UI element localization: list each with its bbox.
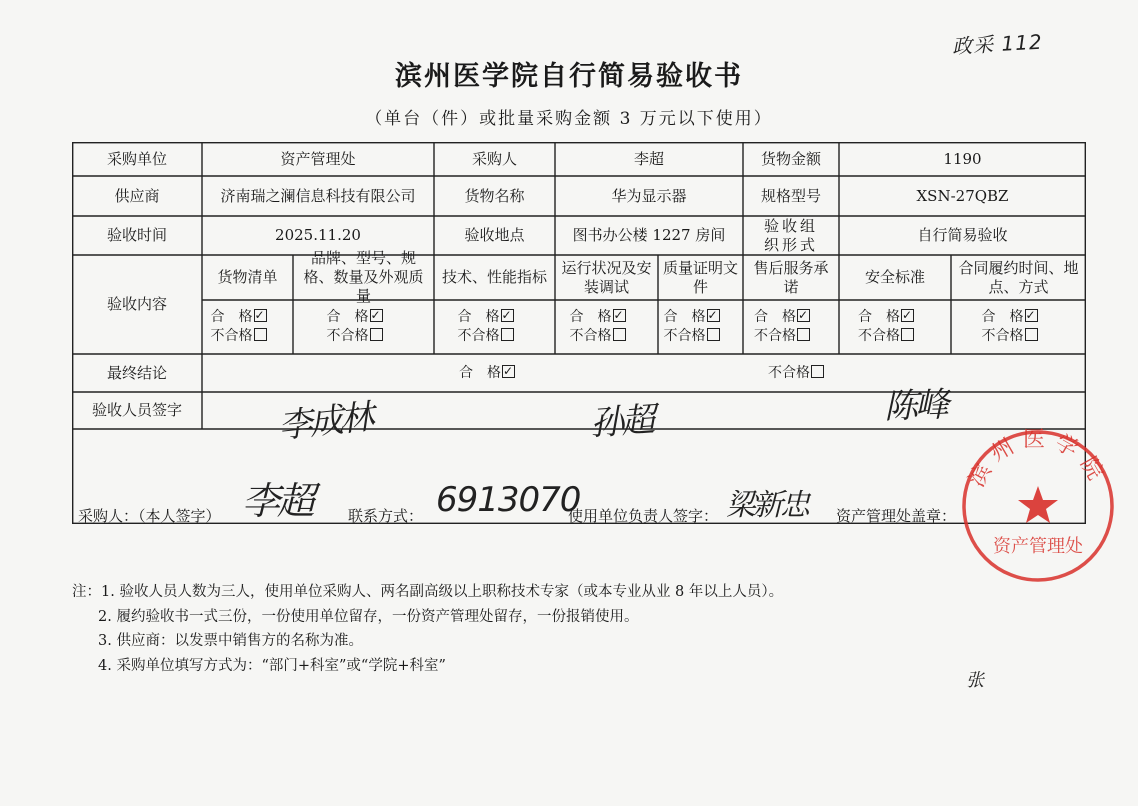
content-item-pass[interactable] — [982, 308, 1038, 326]
content-item-pass[interactable] — [211, 308, 267, 326]
content-item-label: 运行状况及安装调试 — [561, 258, 652, 296]
content-item-fail-checkbox[interactable] — [707, 328, 720, 341]
content-item-pass-label: 合 格 — [754, 309, 796, 325]
final-fail-label: 不合格 — [768, 365, 810, 381]
document-subtitle: （单台（件）或批量采购金额 3 万元以下使用） — [365, 109, 773, 129]
content-item-label: 质量证明文件 — [662, 258, 738, 296]
label-amount: 货物金额 — [760, 149, 821, 168]
label-purchase-unit: 采购单位 — [106, 149, 167, 168]
footer-contact-label: 联系方式： — [348, 507, 424, 525]
content-item-pass-checkbox[interactable] — [1025, 309, 1038, 322]
value-org-form: 自行简易验收 — [917, 226, 1008, 244]
content-item-pass-checkbox[interactable] — [370, 309, 383, 322]
official-seal — [960, 428, 1116, 584]
value-purchase-unit: 资产管理处 — [280, 149, 356, 168]
label-org-form: 验收组织形式 — [763, 216, 818, 254]
notes-block — [72, 580, 783, 678]
final-pass[interactable] — [459, 364, 515, 382]
note-2: 2. 履约验收书一式三份，一份使用单位留存，一份资产管理处留存，一份报销使用。 — [98, 608, 639, 625]
note-3: 3. 供应商：以发票中销售方的名称为准。 — [98, 633, 363, 649]
label-purchaser: 采购人 — [471, 149, 517, 168]
content-item-pass-label: 合 格 — [210, 309, 253, 325]
document-title: 滨州医学院自行简易验收书 — [395, 61, 743, 92]
seal-bottom-text: 资产管理处 — [993, 536, 1083, 557]
content-item-fail[interactable] — [458, 327, 514, 345]
content-item-fail-label: 不合格 — [569, 328, 612, 344]
value-accept-time: 2025.11.20 — [275, 226, 361, 244]
content-item-fail[interactable] — [754, 327, 810, 345]
content-item-pass[interactable] — [570, 308, 626, 326]
content-item-label: 技术、性能指标 — [441, 268, 547, 286]
content-item-fail-label: 不合格 — [981, 328, 1024, 344]
content-item-pass-checkbox[interactable] — [254, 309, 267, 322]
content-item-pass-label: 合 格 — [569, 309, 612, 325]
seal-top-text: 滨州医学院 — [964, 428, 1112, 492]
content-item-pass-checkbox[interactable] — [797, 309, 810, 322]
content-item-fail[interactable] — [664, 327, 720, 345]
value-purchaser: 李超 — [633, 149, 664, 168]
content-item-pass-checkbox[interactable] — [707, 309, 720, 322]
content-item-fail[interactable] — [982, 327, 1038, 345]
content-item-pass-label: 合 格 — [663, 309, 706, 325]
content-item-fail-checkbox[interactable] — [254, 328, 267, 341]
handwritten-file-number: 政采 112 — [951, 29, 1044, 59]
acceptance-table — [72, 142, 1086, 524]
footer-purchaser-label: 采购人：（本人签字） — [78, 507, 221, 525]
content-item-pass-label: 合 格 — [326, 309, 369, 325]
value-goods-name: 华为显示器 — [611, 186, 687, 205]
content-item-fail-label: 不合格 — [858, 328, 900, 344]
note-1: 注：1. 验收人员人数为三人，使用单位采购人、两名副高级以上职称技术专家（或本专业从业 8 年以上人员）。 — [72, 584, 784, 600]
final-pass-checkbox[interactable] — [502, 365, 515, 378]
label-accept-time: 验收时间 — [106, 226, 167, 244]
signature-signer-2: 孙超 — [588, 399, 654, 445]
value-amount: 1190 — [943, 149, 982, 168]
content-item-pass-checkbox[interactable] — [501, 309, 514, 322]
content-item-label: 安全标准 — [864, 268, 925, 286]
value-spec: XSN-27QBZ — [916, 186, 1009, 205]
content-item-pass[interactable] — [327, 308, 383, 326]
content-item-pass-label: 合 格 — [858, 309, 900, 325]
label-accept-place: 验收地点 — [464, 226, 525, 244]
note-4: 4. 采购单位填写方式为：“部门+科室”或“学院+科室” — [98, 657, 446, 674]
content-item-pass-label: 合 格 — [457, 309, 500, 325]
content-item-label: 售后服务承诺 — [753, 258, 829, 296]
content-item-pass-checkbox[interactable] — [613, 309, 626, 322]
seal-star-icon — [1018, 486, 1058, 523]
content-item-fail[interactable] — [570, 327, 626, 345]
label-supplier: 供应商 — [114, 186, 160, 205]
content-item-fail-label: 不合格 — [663, 328, 706, 344]
content-item-fail[interactable] — [858, 327, 914, 345]
content-item-fail-label: 不合格 — [457, 328, 500, 344]
signature-signer-1: 李成林 — [276, 397, 374, 447]
value-accept-place: 图书办公楼 1227 房间 — [572, 226, 726, 244]
content-item-fail-checkbox[interactable] — [501, 328, 514, 341]
label-signers: 验收人员签字 — [91, 401, 182, 419]
label-final: 最终结论 — [106, 363, 167, 382]
content-item-pass-checkbox[interactable] — [901, 309, 914, 322]
content-item-fail[interactable] — [211, 327, 267, 345]
footer-unit-head-signature: 梁新忠 — [726, 488, 807, 523]
content-item-pass[interactable] — [664, 308, 720, 326]
label-goods-name: 货物名称 — [464, 186, 525, 205]
signature-signer-3: 陈峰 — [883, 384, 947, 428]
final-pass-label: 合 格 — [459, 365, 501, 381]
footer-purchaser-signature: 李超 — [242, 479, 313, 523]
content-item-fail-checkbox[interactable] — [613, 328, 626, 341]
content-item-pass[interactable] — [858, 308, 914, 326]
margin-mark: 张 — [966, 670, 984, 691]
content-item-fail-checkbox[interactable] — [1025, 328, 1038, 341]
content-item-fail-checkbox[interactable] — [797, 328, 810, 341]
content-item-fail-checkbox[interactable] — [370, 328, 383, 341]
content-item-fail-label: 不合格 — [326, 328, 369, 344]
label-spec: 规格型号 — [760, 186, 821, 205]
content-item-pass[interactable] — [458, 308, 514, 326]
content-item-pass[interactable] — [754, 308, 810, 326]
content-item-label: 货物清单 — [217, 268, 278, 286]
content-item-fail-label: 不合格 — [754, 328, 796, 344]
content-item-fail[interactable] — [327, 327, 383, 345]
content-item-pass-label: 合 格 — [981, 309, 1024, 325]
label-content: 验收内容 — [106, 295, 167, 313]
content-item-label: 品牌、型号、规格、数量及外观质量 — [303, 249, 424, 305]
content-item-label: 合同履约时间、地点、方式 — [958, 258, 1079, 296]
value-supplier: 济南瑞之澜信息科技有限公司 — [220, 186, 416, 205]
footer-seal-label: 资产管理处盖章： — [836, 507, 957, 525]
content-item-fail-label: 不合格 — [210, 328, 253, 344]
content-item-fail-checkbox[interactable] — [901, 328, 914, 341]
svg-text:滨州医学院 — [964, 428, 1111, 491]
footer-contact-value: 6913070 — [436, 480, 581, 520]
footer-unit-head-label: 使用单位负责人签字： — [568, 507, 719, 525]
final-fail[interactable] — [768, 364, 824, 382]
final-fail-checkbox[interactable] — [811, 365, 824, 378]
